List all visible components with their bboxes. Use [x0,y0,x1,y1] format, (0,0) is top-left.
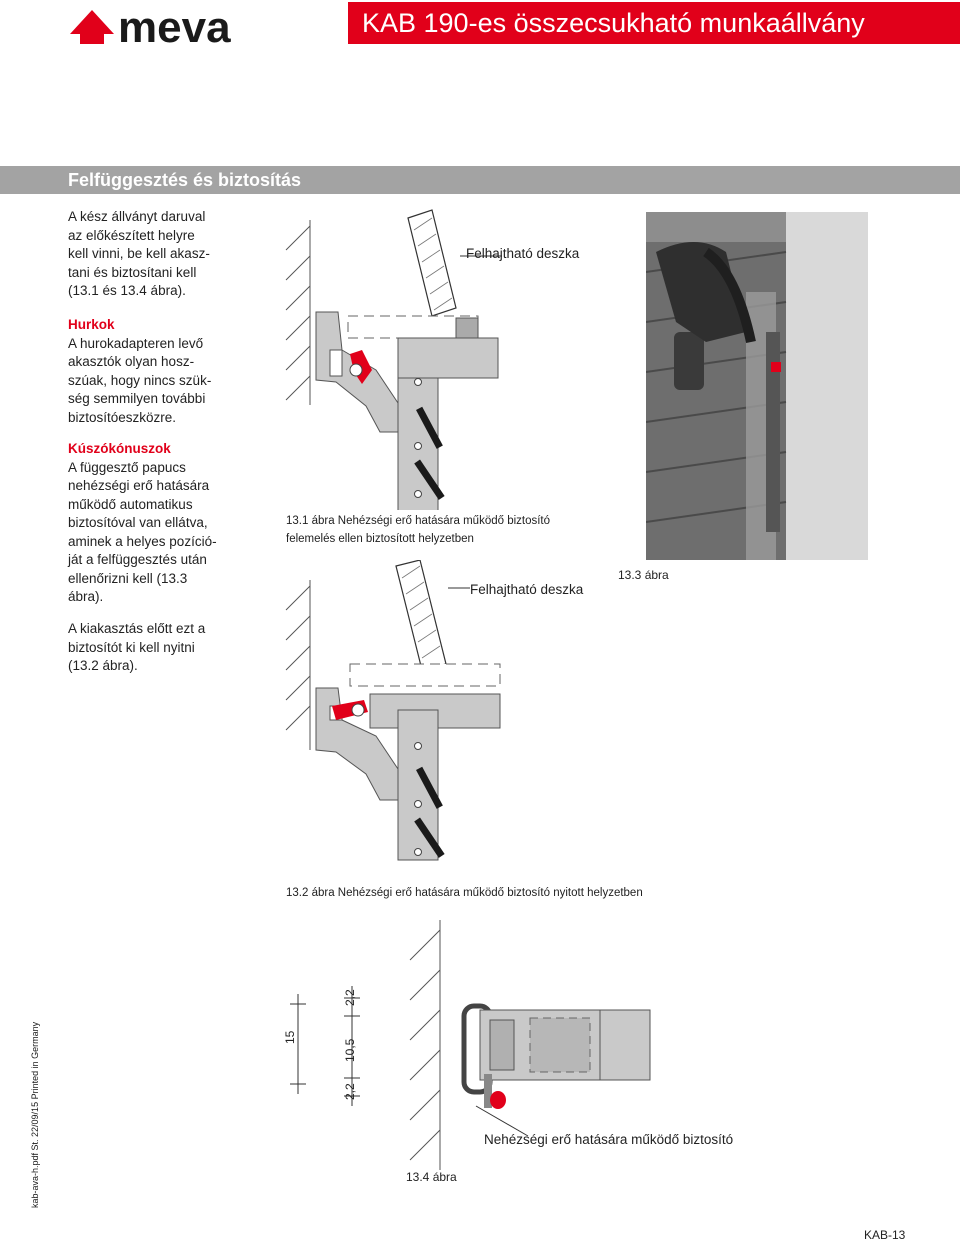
hurkok-heading: Hurkok [68,317,115,332]
kuszo-line: ját a felfüggesztés után [68,552,207,567]
kuszo-line: biztosítóval van ellátva, [68,515,208,530]
figure-13-2-drawing [280,560,620,880]
fig1-caption [286,512,606,548]
logo-arrow-icon [70,10,114,44]
intro-line: tani és biztosítani kell [68,264,197,280]
fig1-caption-line: 13.1 ábra Nehézségi erő hatására működő biztosító [286,515,551,527]
fig4-dim-label: 2,2 [343,989,357,1006]
kuszo-line: ábra). [68,589,104,604]
kuszo-line: ellenőrizni kell (13.3 [68,570,188,586]
fig4-lock-label: Nehézségi erő hatására működő biztosító [484,1132,734,1147]
kuszo-line: nehézségi erő hatására [68,478,210,493]
fig3-caption: 13.3 ábra [618,568,669,582]
final-line: A kiakasztás előtt ezt a [68,621,206,636]
fig2-board-label: Felhajtható deszka [470,582,584,597]
side-note [30,1021,44,1210]
kuszo-heading: Kúszókónuszok [68,441,171,456]
final-line: (13.2 ábra). [68,658,138,673]
side-note-text: kab-ava-h.pdf St. 22/09/15 Printed in Germany [30,1021,40,1208]
hurkok-block [68,316,268,427]
hurkok-line: ség semmilyen további [68,391,206,406]
page-title: KAB 190-es összecsukható munkaállvány [348,2,960,44]
final-line: biztosítót ki kell nyitni [68,639,195,655]
intro-paragraph [68,208,268,301]
fig1-board-label: Felhajtható deszka [466,246,580,261]
fig4-caption: 13.4 ábra [406,1170,457,1184]
kuszo-line: aminek a helyes pozíció- [68,533,217,549]
intro-line: A kész állványt daruval [68,209,206,224]
fig1-caption-line: felemelés ellen biztosított helyzetben [286,533,474,545]
section-title: Felfüggesztés és biztosítás [0,166,960,194]
figure-13-3-photo [646,212,868,560]
hurkok-line: szúak, hogy nincs szük- [68,372,212,388]
fig2-caption: 13.2 ábra Nehézségi erő hatására működő biztosító nyitott helyzetben [286,887,643,899]
kuszo-line: A függesztő papucs [68,459,186,475]
fig4-dim-label: 10,5 [343,1038,357,1062]
logo-wordmark: meva [118,6,231,48]
meva-logo [70,6,285,48]
kuszo-block [68,440,268,607]
final-paragraph [68,620,268,676]
intro-line: (13.1 és 13.4 ábra). [68,283,186,298]
fig4-dim-label: 15 [283,1030,297,1044]
intro-line: kell vinni, be kell akasz- [68,246,210,261]
hurkok-line: A hurokadapteren levő [68,335,204,351]
hurkok-line: akasztók olyan hosz- [68,354,195,369]
intro-line: az előkészített helyre [68,227,195,243]
hurkok-line: biztosítóeszközre. [68,409,177,425]
kuszo-line: működő automatikus [68,496,193,512]
page-number: KAB-13 [864,1228,906,1242]
fig4-dim-label: 2,2 [343,1083,357,1100]
